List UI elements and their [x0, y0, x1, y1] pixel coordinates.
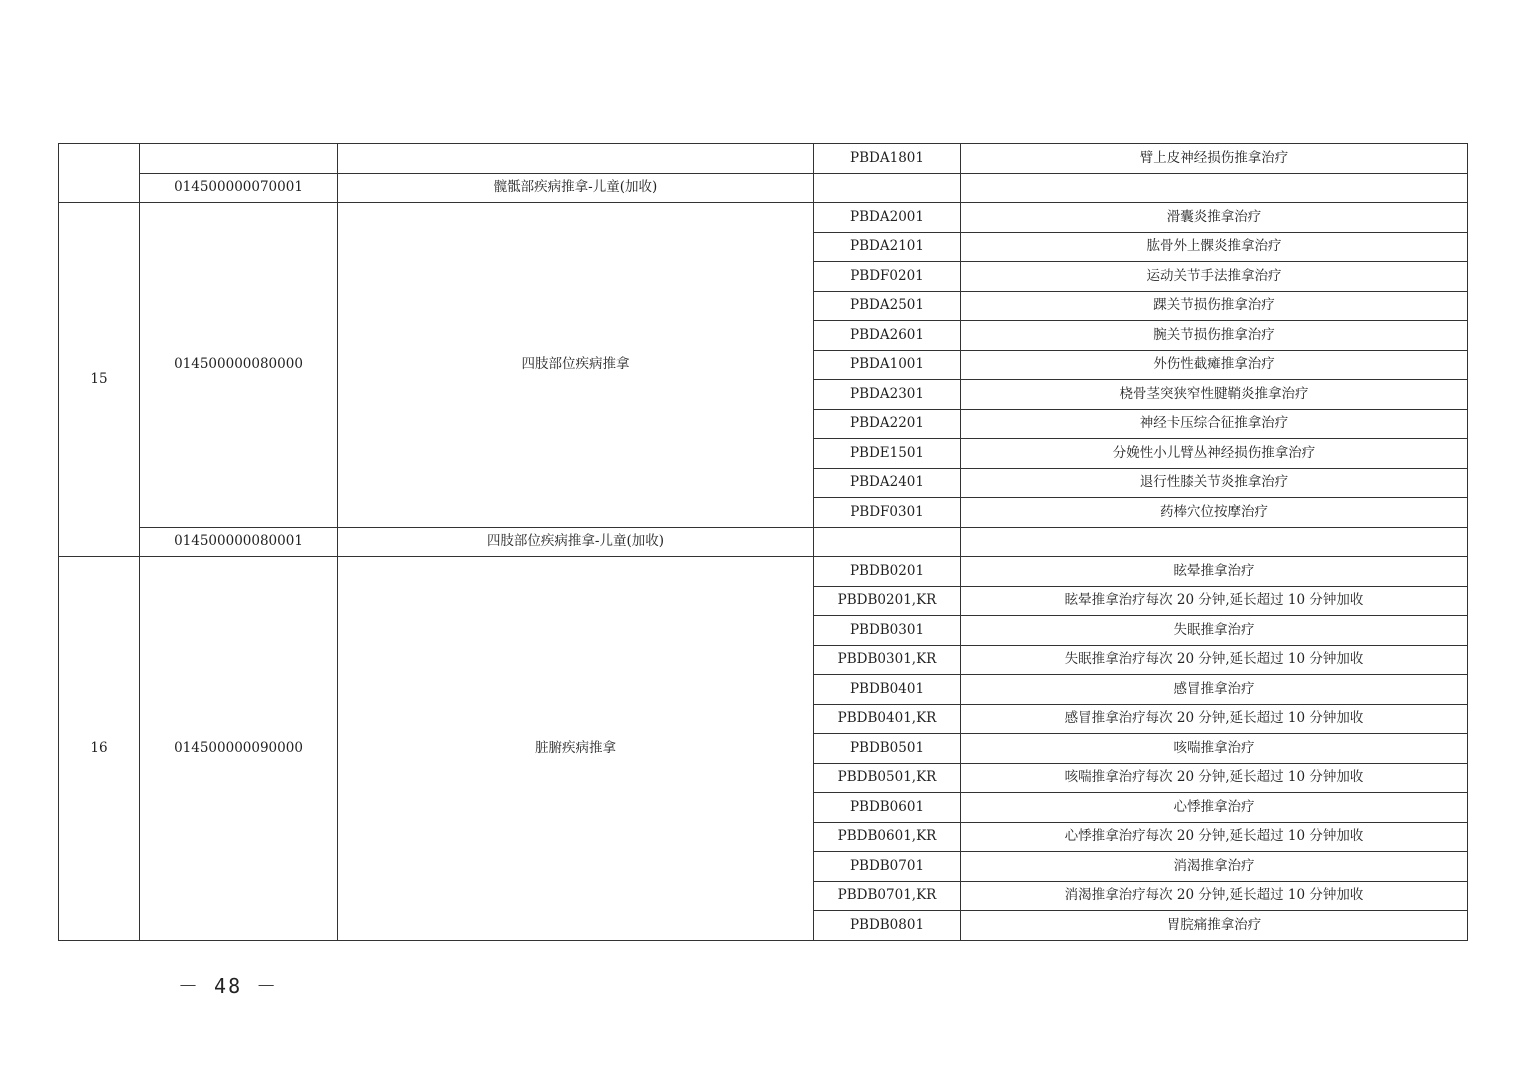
item-code-cell: PBDA2301 [814, 380, 961, 410]
item-code-cell: PBDB0201,KR [814, 586, 961, 616]
table-row [59, 557, 1468, 587]
item-name-cell: 踝关节损伤推拿治疗 [961, 291, 1468, 321]
item-name-cell: 分娩性小儿臂丛神经损伤推拿治疗 [961, 439, 1468, 469]
fee-table [58, 143, 1468, 941]
item-name-cell: 消渴推拿治疗每次 20 分钟,延长超过 10 分钟加收 [961, 881, 1468, 911]
item-code-cell: PBDB0201 [814, 557, 961, 587]
item-name-cell: 失眠推拿治疗每次 20 分钟,延长超过 10 分钟加收 [961, 645, 1468, 675]
item-name-cell: 腕关节损伤推拿治疗 [961, 321, 1468, 351]
item-code-cell: PBDB0701 [814, 852, 961, 882]
item-name-cell: 退行性膝关节炎推拿治疗 [961, 468, 1468, 498]
item-name-cell: 运动关节手法推拿治疗 [961, 262, 1468, 292]
item-name-cell: 臂上皮神经损伤推拿治疗 [961, 144, 1468, 174]
name-cell: 四肢部位疾病推拿 [338, 203, 814, 528]
item-name-cell [961, 527, 1468, 557]
code-cell: 014500000080000 [140, 203, 338, 528]
item-name-cell: 肱骨外上髁炎推拿治疗 [961, 232, 1468, 262]
item-code-cell: PBDA2101 [814, 232, 961, 262]
item-code-cell: PBDB0501 [814, 734, 961, 764]
item-name-cell: 咳喘推拿治疗 [961, 734, 1468, 764]
seq-cell [59, 144, 140, 203]
item-name-cell: 咳喘推拿治疗每次 20 分钟,延长超过 10 分钟加收 [961, 763, 1468, 793]
item-code-cell: PBDA2001 [814, 203, 961, 233]
item-name-cell [961, 173, 1468, 203]
code-cell: 014500000090000 [140, 557, 338, 941]
item-code-cell: PBDB0301 [814, 616, 961, 646]
item-code-cell: PBDB0401 [814, 675, 961, 705]
name-cell: 髋骶部疾病推拿-儿童(加收) [338, 173, 814, 203]
item-code-cell: PBDB0601 [814, 793, 961, 823]
item-code-cell: PBDB0401,KR [814, 704, 961, 734]
item-code-cell: PBDA1001 [814, 350, 961, 380]
item-name-cell: 眩晕推拿治疗每次 20 分钟,延长超过 10 分钟加收 [961, 586, 1468, 616]
item-code-cell: PBDF0301 [814, 498, 961, 528]
item-code-cell: PBDB0601,KR [814, 822, 961, 852]
item-code-cell: PBDE1501 [814, 439, 961, 469]
table-row [59, 203, 1468, 233]
item-name-cell: 心悸推拿治疗 [961, 793, 1468, 823]
table-row [59, 173, 1468, 203]
page-number: － 48 － [178, 974, 279, 998]
item-name-cell: 失眠推拿治疗 [961, 616, 1468, 646]
item-name-cell: 心悸推拿治疗每次 20 分钟,延长超过 10 分钟加收 [961, 822, 1468, 852]
item-name-cell: 药棒穴位按摩治疗 [961, 498, 1468, 528]
item-name-cell: 胃脘痛推拿治疗 [961, 911, 1468, 941]
item-name-cell: 桡骨茎突狭窄性腱鞘炎推拿治疗 [961, 380, 1468, 410]
item-code-cell: PBDA2201 [814, 409, 961, 439]
item-name-cell: 滑囊炎推拿治疗 [961, 203, 1468, 233]
item-code-cell: PBDA1801 [814, 144, 961, 174]
item-code-cell: PBDF0201 [814, 262, 961, 292]
seq-cell: 15 [59, 203, 140, 557]
code-cell: 014500000080001 [140, 527, 338, 557]
name-cell: 脏腑疾病推拿 [338, 557, 814, 941]
item-code-cell [814, 173, 961, 203]
item-code-cell: PBDB0801 [814, 911, 961, 941]
code-cell: 014500000070001 [140, 173, 338, 203]
table-row [59, 527, 1468, 557]
table-row [59, 144, 1468, 174]
item-code-cell: PBDA2501 [814, 291, 961, 321]
item-code-cell: PBDB0701,KR [814, 881, 961, 911]
item-name-cell: 感冒推拿治疗 [961, 675, 1468, 705]
code-cell [140, 144, 338, 174]
item-code-cell: PBDA2601 [814, 321, 961, 351]
name-cell: 四肢部位疾病推拿-儿童(加收) [338, 527, 814, 557]
item-name-cell: 感冒推拿治疗每次 20 分钟,延长超过 10 分钟加收 [961, 704, 1468, 734]
item-code-cell: PBDA2401 [814, 468, 961, 498]
item-name-cell: 外伤性截瘫推拿治疗 [961, 350, 1468, 380]
name-cell [338, 144, 814, 174]
item-code-cell: PBDB0301,KR [814, 645, 961, 675]
item-name-cell: 消渴推拿治疗 [961, 852, 1468, 882]
item-code-cell [814, 527, 961, 557]
seq-cell: 16 [59, 557, 140, 941]
item-name-cell: 眩晕推拿治疗 [961, 557, 1468, 587]
item-name-cell: 神经卡压综合征推拿治疗 [961, 409, 1468, 439]
item-code-cell: PBDB0501,KR [814, 763, 961, 793]
